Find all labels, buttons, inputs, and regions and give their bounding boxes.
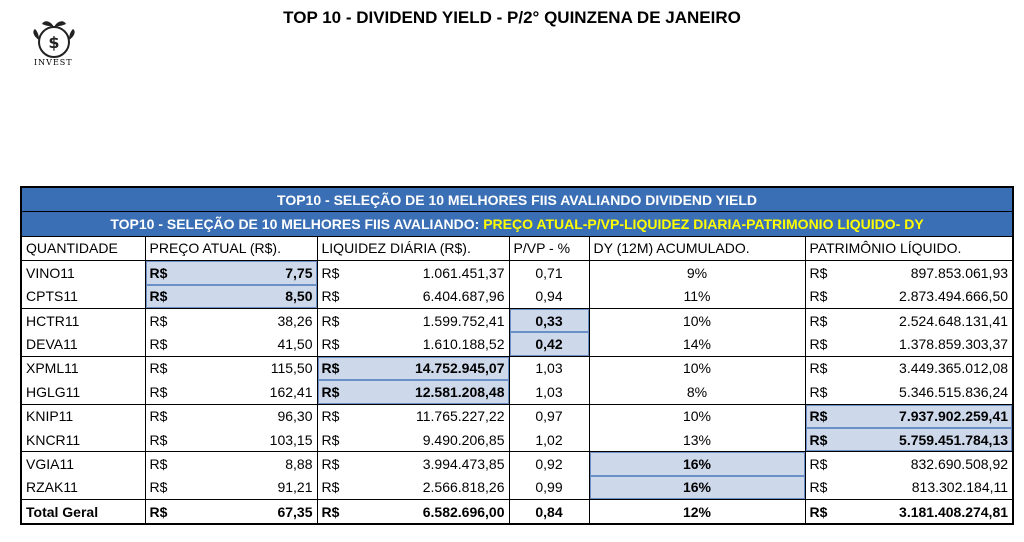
currency-symbol: R$ <box>809 408 828 425</box>
currency-symbol: R$ <box>809 288 828 305</box>
currency-symbol: R$ <box>321 503 340 520</box>
preco-cell <box>145 500 317 525</box>
pvp-cell: 1,03 <box>509 380 589 404</box>
patrimonio-cell <box>805 261 1013 285</box>
col-pvp: P/VP - % <box>509 236 589 260</box>
pvp-cell: 0,42 <box>509 332 589 356</box>
table-header-criteria <box>21 212 1013 236</box>
dy-cell: 16% <box>589 452 805 476</box>
patrimonio-value: 813.302.184,11 <box>911 479 1009 496</box>
preco-cell <box>145 404 317 428</box>
patrimonio-cell <box>805 285 1013 309</box>
table-row <box>21 404 1013 428</box>
patrimonio-cell <box>805 404 1013 428</box>
pvp-cell: 0,99 <box>509 476 589 500</box>
currency-symbol: R$ <box>809 360 828 377</box>
table-row <box>21 380 1013 404</box>
ticker-cell: DEVA11 <box>21 332 145 356</box>
liquidez-value: 1.599.752,41 <box>422 312 505 329</box>
patrimonio-value: 3.449.365.012,08 <box>899 360 1009 377</box>
dy-cell: 11% <box>589 285 805 309</box>
preco-cell <box>145 476 317 500</box>
preco-value: 115,50 <box>270 360 313 377</box>
liquidez-value: 6.404.687,96 <box>422 288 505 305</box>
liquidez-cell <box>317 261 509 285</box>
preco-value: 41,50 <box>277 336 313 353</box>
preco-cell <box>145 285 317 309</box>
ticker-cell: CPTS11 <box>21 285 145 309</box>
patrimonio-value: 5.759.451.784,13 <box>899 431 1009 448</box>
preco-value: 91,21 <box>277 479 313 496</box>
patrimonio-cell <box>805 500 1013 525</box>
col-patrimonio: PATRIMÔNIO LÍQUIDO. <box>805 236 1013 260</box>
liquidez-cell <box>317 285 509 309</box>
pvp-cell: 0,84 <box>509 500 589 525</box>
liquidez-cell <box>317 500 509 525</box>
preco-value: 67,35 <box>277 503 313 520</box>
table-row <box>21 261 1013 285</box>
ticker-cell: RZAK11 <box>21 476 145 500</box>
column-headers <box>21 236 1013 260</box>
liquidez-cell <box>317 308 509 332</box>
currency-symbol: R$ <box>321 431 340 448</box>
pvp-cell: 0,92 <box>509 452 589 476</box>
currency-symbol: R$ <box>149 455 168 472</box>
currency-symbol: R$ <box>149 360 168 377</box>
criteria-highlight: PREÇO ATUAL-P/VP-LIQUIDEZ DIARIA-PATRIMONIO LIQUIDO- DY <box>483 216 924 233</box>
dy-cell: 10% <box>589 308 805 332</box>
dy-cell: 10% <box>589 356 805 380</box>
table-row <box>21 285 1013 309</box>
patrimonio-cell <box>805 476 1013 500</box>
liquidez-value: 3.994.473,85 <box>422 455 505 472</box>
svg-text:$: $ <box>48 33 60 52</box>
preco-cell <box>145 380 317 404</box>
patrimonio-value: 832.690.508,92 <box>910 455 1009 472</box>
patrimonio-value: 5.346.515.836,24 <box>899 383 1009 400</box>
liquidez-value: 14.752.945,07 <box>414 360 505 377</box>
currency-symbol: R$ <box>321 360 340 377</box>
preco-value: 38,26 <box>277 312 313 329</box>
preco-cell <box>145 452 317 476</box>
table-row <box>21 476 1013 500</box>
patrimonio-value: 7.937.902.259,41 <box>899 408 1009 425</box>
ticker-cell: KNIP11 <box>21 404 145 428</box>
currency-symbol: R$ <box>149 264 168 281</box>
currency-symbol: R$ <box>149 288 168 305</box>
table-row <box>21 356 1013 380</box>
liquidez-cell <box>317 452 509 476</box>
table-row <box>21 452 1013 476</box>
liquidez-cell <box>317 380 509 404</box>
total-label: Total Geral <box>21 500 145 525</box>
col-dy: DY (12M) ACUMULADO. <box>589 236 805 260</box>
liquidez-cell <box>317 476 509 500</box>
liquidez-value: 6.582.696,00 <box>422 503 505 520</box>
currency-symbol: R$ <box>149 431 168 448</box>
liquidez-value: 2.566.818,26 <box>422 479 505 496</box>
currency-symbol: R$ <box>149 408 168 425</box>
col-preco: PREÇO ATUAL (R$). <box>145 236 317 260</box>
pvp-cell: 0,97 <box>509 404 589 428</box>
preco-value: 162,41 <box>269 383 313 400</box>
dy-cell: 12% <box>589 500 805 525</box>
patrimonio-value: 897.853.061,93 <box>910 264 1009 281</box>
patrimonio-value: 3.181.408.274,81 <box>899 503 1009 520</box>
preco-cell <box>145 332 317 356</box>
dividend-yield-table <box>20 186 1014 525</box>
page-title: TOP 10 - DIVIDEND YIELD - P/2° QUINZENA DE JANEIRO <box>283 8 741 27</box>
preco-value: 8,50 <box>285 288 313 305</box>
ticker-cell: VGIA11 <box>21 452 145 476</box>
pvp-cell: 1,02 <box>509 428 589 452</box>
currency-symbol: R$ <box>321 383 340 400</box>
preco-value: 103,15 <box>269 431 313 448</box>
dy-cell: 10% <box>589 404 805 428</box>
liquidez-cell <box>317 404 509 428</box>
liquidez-value: 9.490.206,85 <box>422 431 505 448</box>
currency-symbol: R$ <box>321 336 340 353</box>
patrimonio-value: 2.873.494.666,50 <box>899 288 1009 305</box>
patrimonio-cell <box>805 356 1013 380</box>
liquidez-value: 1.061.451,37 <box>422 264 505 281</box>
dy-cell: 13% <box>589 428 805 452</box>
currency-symbol: R$ <box>321 312 340 329</box>
currency-symbol: R$ <box>809 336 828 353</box>
currency-symbol: R$ <box>809 503 828 520</box>
patrimonio-cell <box>805 428 1013 452</box>
currency-symbol: R$ <box>321 455 340 472</box>
logo-text: INVEST <box>34 58 73 67</box>
dy-cell: 16% <box>589 476 805 500</box>
currency-symbol: R$ <box>809 479 828 496</box>
ticker-cell: HCTR11 <box>21 308 145 332</box>
total-row <box>21 500 1013 525</box>
criteria-prefix: TOP10 - SELEÇÃO DE 10 MELHORES FIIS AVALIANDO: <box>110 216 484 233</box>
currency-symbol: R$ <box>149 312 168 329</box>
dy-cell: 14% <box>589 332 805 356</box>
patrimonio-cell <box>805 452 1013 476</box>
currency-symbol: R$ <box>809 312 828 329</box>
preco-cell <box>145 428 317 452</box>
preco-cell <box>145 261 317 285</box>
currency-symbol: R$ <box>809 431 828 448</box>
currency-symbol: R$ <box>321 288 340 305</box>
dy-cell: 9% <box>589 261 805 285</box>
currency-symbol: R$ <box>149 503 168 520</box>
ticker-cell: XPML11 <box>21 356 145 380</box>
preco-cell <box>145 308 317 332</box>
pvp-cell: 1,03 <box>509 356 589 380</box>
preco-cell <box>145 356 317 380</box>
currency-symbol: R$ <box>321 479 340 496</box>
pvp-cell: 0,71 <box>509 261 589 285</box>
currency-symbol: R$ <box>149 479 168 496</box>
patrimonio-cell <box>805 380 1013 404</box>
liquidez-cell <box>317 332 509 356</box>
col-liquidez: LIQUIDEZ DIÁRIA (R$). <box>317 236 509 260</box>
table-row <box>21 428 1013 452</box>
table-row <box>21 308 1013 332</box>
table-header-main: TOP10 - SELEÇÃO DE 10 MELHORES FIIS AVALIANDO DIVIDEND YIELD <box>21 187 1013 212</box>
liquidez-cell <box>317 356 509 380</box>
currency-symbol: R$ <box>809 455 828 472</box>
liquidez-cell <box>317 428 509 452</box>
currency-symbol: R$ <box>321 264 340 281</box>
ticker-cell: KNCR11 <box>21 428 145 452</box>
ticker-cell: HGLG11 <box>21 380 145 404</box>
preco-value: 96,30 <box>277 408 313 425</box>
col-quantidade: QUANTIDADE <box>21 236 145 260</box>
preco-value: 7,75 <box>285 264 313 281</box>
patrimonio-value: 2.524.648.131,41 <box>899 312 1009 329</box>
patrimonio-cell <box>805 308 1013 332</box>
preco-value: 8,88 <box>285 455 313 472</box>
currency-symbol: R$ <box>809 383 828 400</box>
currency-symbol: R$ <box>149 383 168 400</box>
pvp-cell: 0,33 <box>509 308 589 332</box>
liquidez-value: 1.610.188,52 <box>422 336 505 353</box>
patrimonio-cell <box>805 332 1013 356</box>
patrimonio-value: 1.378.859.303,37 <box>899 336 1009 353</box>
liquidez-value: 11.765.227,22 <box>416 408 505 425</box>
pvp-cell: 0,94 <box>509 285 589 309</box>
currency-symbol: R$ <box>321 408 340 425</box>
currency-symbol: R$ <box>149 336 168 353</box>
liquidez-value: 12.581.208,48 <box>414 383 505 400</box>
dy-cell: 8% <box>589 380 805 404</box>
table-row <box>21 332 1013 356</box>
currency-symbol: R$ <box>809 264 828 281</box>
ticker-cell: VINO11 <box>21 261 145 285</box>
